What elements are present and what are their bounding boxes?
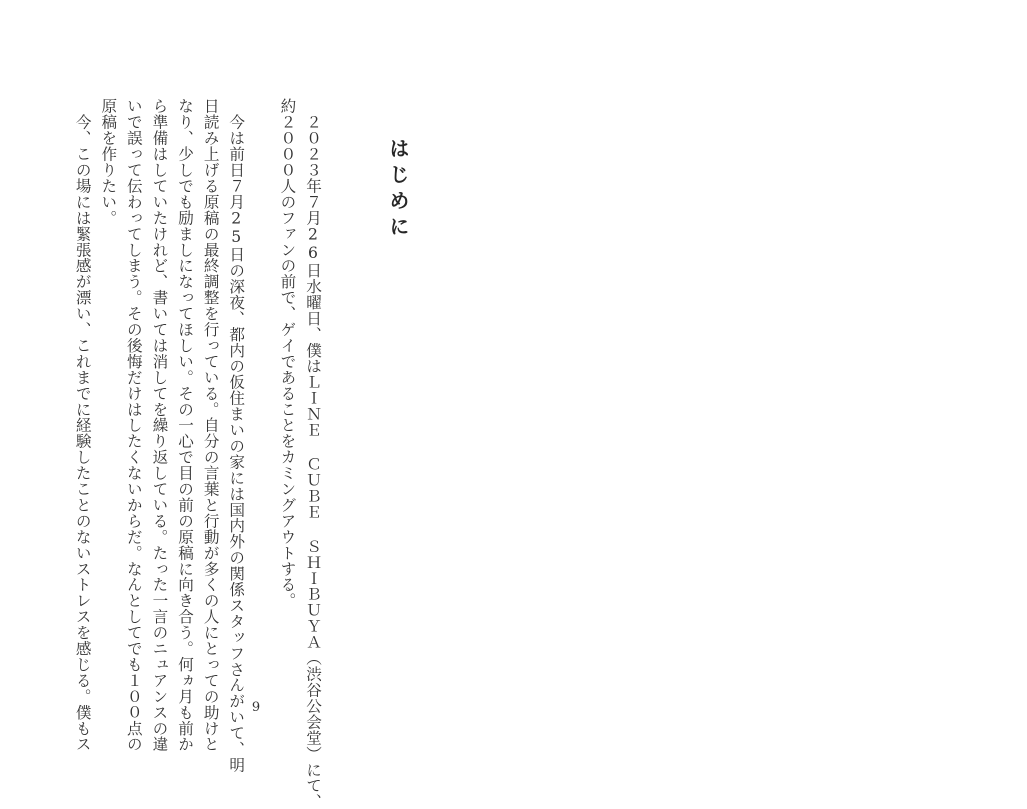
- body-text: ２０２３年７月26日水曜日、僕はＬＩＮＥ ＣＵＢＥ ＳＨＩＢＵＹＡ（渋谷公会堂）にて、 約２０００人のファンの前で、ゲイであることをカミングアウトする。 今は前日７月25日の深夜、都内の仮住まいの家には国内外の関係スタッフさんがいて、明 日読み上げる原稿の最終調整を行っている。自分の言葉と行動が多くの人にとっての助けと なり、少しでも励ましになってほしい。その一心で目の前の原稿に向き合う。何ヵ月も前か ら準備はしていたけれど、書いては消してを繰り返している。たった一言のニュアンスの違 いで誤って伝わってしまう。その後悔だけはしたくないからだ。なんとしてでも１００点の 原稿を作りたい。 今、この場には緊張感が漂い、これまでに経験したことのないストレスを感じる。僕もス: [73, 98, 322, 809]
- chapter-title: はじめに: [386, 138, 410, 242]
- page-number: 9: [251, 700, 261, 715]
